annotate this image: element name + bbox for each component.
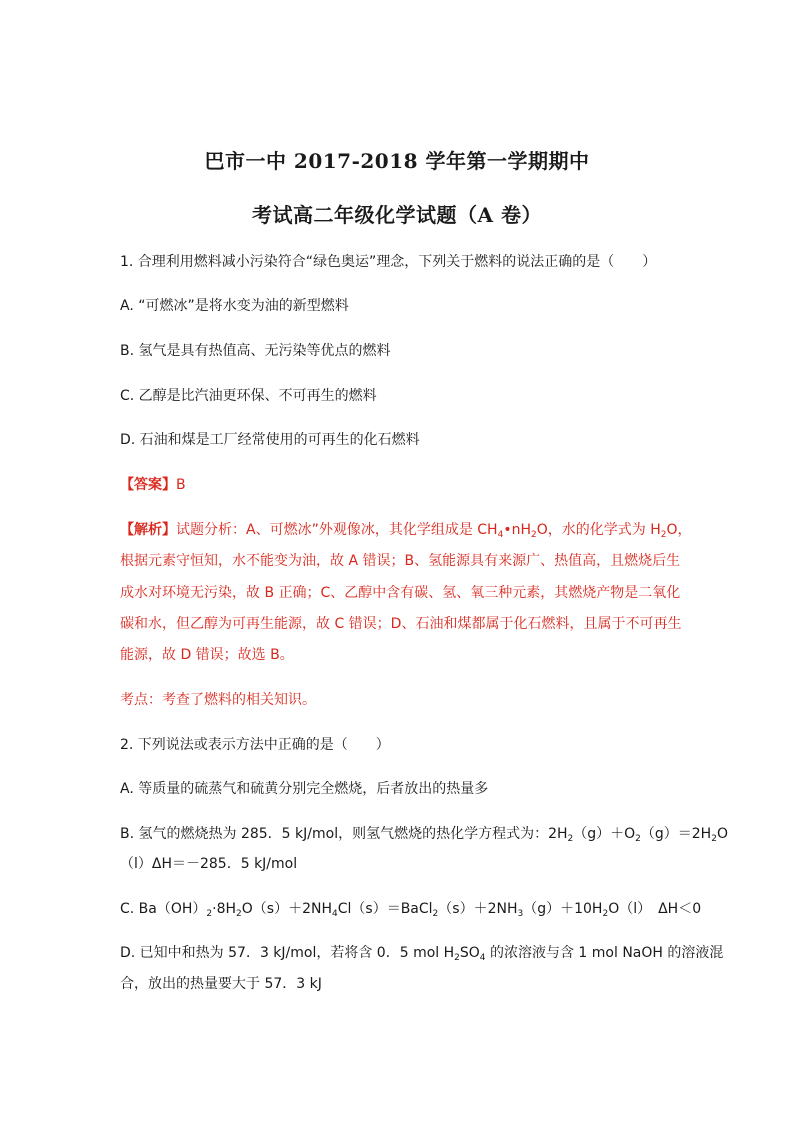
subscript: 2: [454, 953, 460, 963]
option-text: D. 已知中和热为 57．3 kJ/mol，若将含 0．5 mol H: [120, 945, 455, 961]
subscript: 2: [531, 530, 537, 540]
q1-analysis-line2: 根据元素守恒知，水不能变为油，故 A 错误；B、氢能源具有来源广、热值高，且燃烧后生: [120, 553, 681, 569]
q1-option-d: D. 石油和煤是工厂经常使用的可再生的化石燃料: [120, 432, 420, 448]
option-text: 的浓溶液与含 1 mol NaOH 的溶液混: [485, 945, 724, 961]
option-text: O（l） ΔH＜0: [608, 901, 702, 917]
q1-option-a: A. “可燃冰”是将水变为油的新型燃料: [120, 298, 349, 314]
option-text: （g）＋10H: [523, 901, 603, 917]
analysis-text: 试题分析：A、可燃冰”外观像冰，其化学组成是 CH: [176, 522, 498, 538]
q1-option-b: B. 氢气是具有热值高、无污染等优点的燃料: [120, 343, 391, 359]
subscript: 2: [206, 909, 213, 919]
answer-label: 【答案】: [120, 477, 176, 493]
q2-option-c: [120, 898, 701, 919]
q1-stem: 1. 合理利用燃料减小污染符合“绿色奥运”理念，下列关于燃料的说法正确的是（ ）: [120, 254, 657, 270]
q1-analysis-line1: [120, 519, 692, 540]
option-text: ·8H: [212, 901, 237, 917]
q2-option-b-line2: （l）ΔH＝－285．5 kJ/mol: [120, 856, 298, 872]
subscript: 2: [432, 909, 439, 919]
option-text: （g）＋O: [573, 826, 636, 842]
subscript: 2: [660, 530, 667, 540]
subscript: 4: [479, 953, 486, 963]
exam-title-line1: 巴市一中 2017-2018 学年第一学期期中: [204, 149, 590, 173]
q2-option-d-line1: [120, 942, 723, 963]
subscript: 4: [332, 909, 338, 919]
q2-option-d-line2: 合，放出的热量要大于 57．3 kJ: [120, 976, 322, 992]
option-text: SO: [459, 945, 480, 961]
analysis-text: O，: [666, 522, 692, 538]
subscript: 2: [567, 834, 574, 844]
option-text: （g）＝2H: [640, 826, 712, 842]
option-text: O（s）＋2NH: [241, 901, 332, 917]
q2-stem: 2. 下列说法或表示方法中正确的是（ ）: [120, 737, 390, 753]
subscript: 2: [635, 834, 641, 844]
q1-option-c: C. 乙醇是比汽油更环保、不可再生的燃料: [120, 388, 377, 404]
option-text: Cl（s）＝BaCl: [337, 901, 433, 917]
analysis-text: O，水的化学式为 H: [536, 522, 661, 538]
analysis-text: •nH: [503, 522, 531, 538]
analysis-label: 【解析】: [120, 522, 176, 538]
q2-option-b-line1: [120, 823, 728, 844]
q2-option-a: A. 等质量的硫蒸气和硫黄分别完全燃烧，后者放出的热量多: [120, 781, 489, 797]
q1-kaodian: 考点：考查了燃料的相关知识。: [120, 692, 316, 708]
exam-title-line2: 考试高二年级化学试题（A 卷）: [252, 203, 542, 227]
option-text: B. 氢气的燃烧热为 285．5 kJ/mol，则氢气燃烧的热化学方程式为：2H: [120, 826, 568, 842]
q1-answer: [120, 474, 186, 494]
q1-analysis-line3: 成水对环境无污染，故 B 正确；C、乙醇中含有碳、氢、氧三种元素，其燃烧产物是二氧化: [120, 585, 681, 601]
subscript: 2: [236, 909, 242, 919]
q1-analysis-line5: 能源，故 D 错误；故选 B。: [120, 647, 294, 663]
subscript: 2: [602, 909, 609, 919]
subscript: 2: [711, 834, 717, 844]
option-text: O: [716, 826, 728, 842]
q1-analysis-line4: 碳和水，但乙醇为可再生能源，故 C 错误；D、石油和煤都属于化石燃料，且属于不可再生: [120, 616, 682, 632]
subscript: 3: [517, 909, 524, 919]
answer-value: B: [176, 477, 186, 493]
option-text: C. Ba（OH）: [120, 901, 207, 917]
option-text: （s）＋2NH: [438, 901, 518, 917]
subscript: 4: [497, 530, 504, 540]
